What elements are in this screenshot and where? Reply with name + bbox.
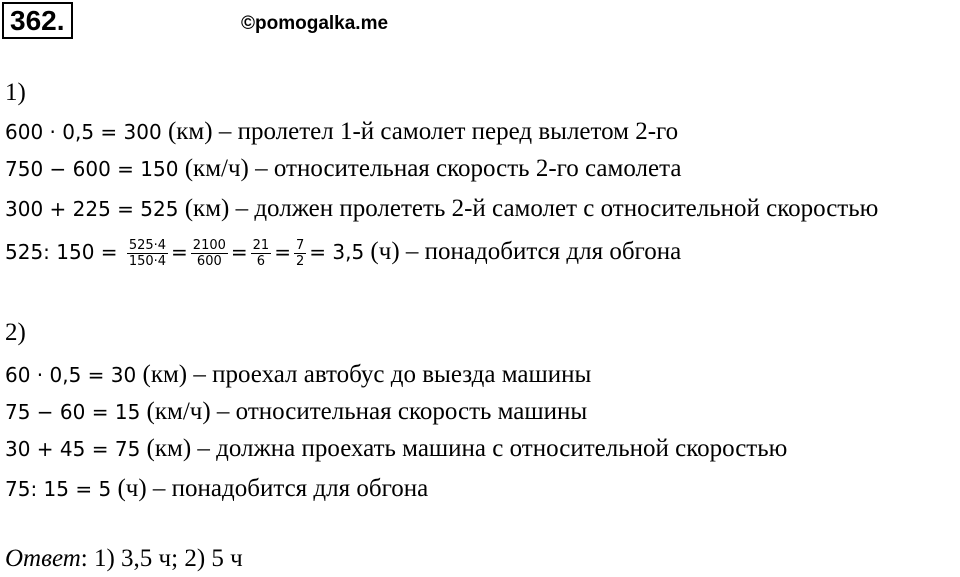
part1-line1-expr: 600 · 0,5 = 300: [5, 120, 162, 144]
part1-line3-expr: 300 + 225 = 525: [5, 197, 179, 221]
part2-line2-expr: 75 − 60 = 15: [5, 400, 141, 424]
part2-line1-expr: 60 · 0,5 = 30: [5, 363, 137, 387]
part1-line4-text: (ч) – понадобится для обгона: [364, 238, 682, 265]
equals-sign: =: [171, 240, 188, 264]
part1-line2-text: (км/ч) – относительная скорость 2-го самолета: [178, 155, 682, 182]
equals-sign: =: [230, 240, 248, 264]
answer-label: Ответ: [5, 545, 81, 572]
part2-line4: [5, 474, 428, 504]
problem-number: 362.: [2, 2, 73, 39]
part2-line2-text: (км/ч) – относительная скорость машины: [140, 398, 588, 425]
fraction-3: [251, 238, 272, 269]
answer-text: : 1) 3,5 ч; 2) 5 ч: [80, 545, 243, 572]
fraction-4-denominator: 2: [295, 253, 305, 269]
watermark: ©pomogalka.me: [241, 13, 389, 34]
part2-line3-expr: 30 + 45 = 75: [5, 437, 141, 461]
equals-sign: =: [274, 240, 291, 264]
part1-line4: [5, 224, 681, 280]
fraction-1-numerator: 525·4: [128, 237, 167, 253]
part1-line4-expr-end: = 3,5: [309, 240, 365, 264]
part1-line2: [5, 154, 681, 184]
part1-line2-expr: 750 − 600 = 150: [5, 157, 179, 181]
fraction-3-denominator: 6: [256, 253, 266, 269]
part1-line1: [5, 117, 678, 147]
part2-label: 2): [5, 319, 26, 346]
part2-line3: [5, 434, 787, 464]
part1-line1-text: (км) – пролетел 1-й самолет перед вылетом 2-го: [161, 118, 679, 145]
part2-line1-text: (км) – проехал автобус до выезда машины: [136, 361, 592, 388]
fraction-2: [191, 238, 228, 269]
fraction-1: [127, 238, 168, 269]
part2-line2: [5, 397, 587, 427]
part2-line4-expr: 75: 15 = 5: [5, 477, 112, 501]
fraction-3-numerator: 21: [252, 237, 270, 253]
part2-line1: [5, 360, 591, 390]
fraction-4-numerator: 7: [295, 237, 305, 253]
part1-line4-expr-start: 525: 150 =: [5, 240, 118, 264]
part1-line3-text: (км) – должен пролететь 2-й самолет с относительной скоростью: [178, 195, 879, 222]
answer-line: [5, 544, 243, 574]
fraction-2-numerator: 2100: [192, 237, 226, 253]
part2-line3-text: (км) – должна проехать машина с относительной скоростью: [140, 435, 788, 462]
fraction-2-denominator: 600: [196, 253, 222, 269]
part1-label: 1): [5, 79, 26, 106]
part1-line3: [5, 194, 878, 224]
fraction-1-denominator: 150·4: [128, 253, 167, 269]
part2-line4-text: (ч) – понадобится для обгона: [111, 475, 429, 502]
fraction-4: [294, 238, 306, 269]
